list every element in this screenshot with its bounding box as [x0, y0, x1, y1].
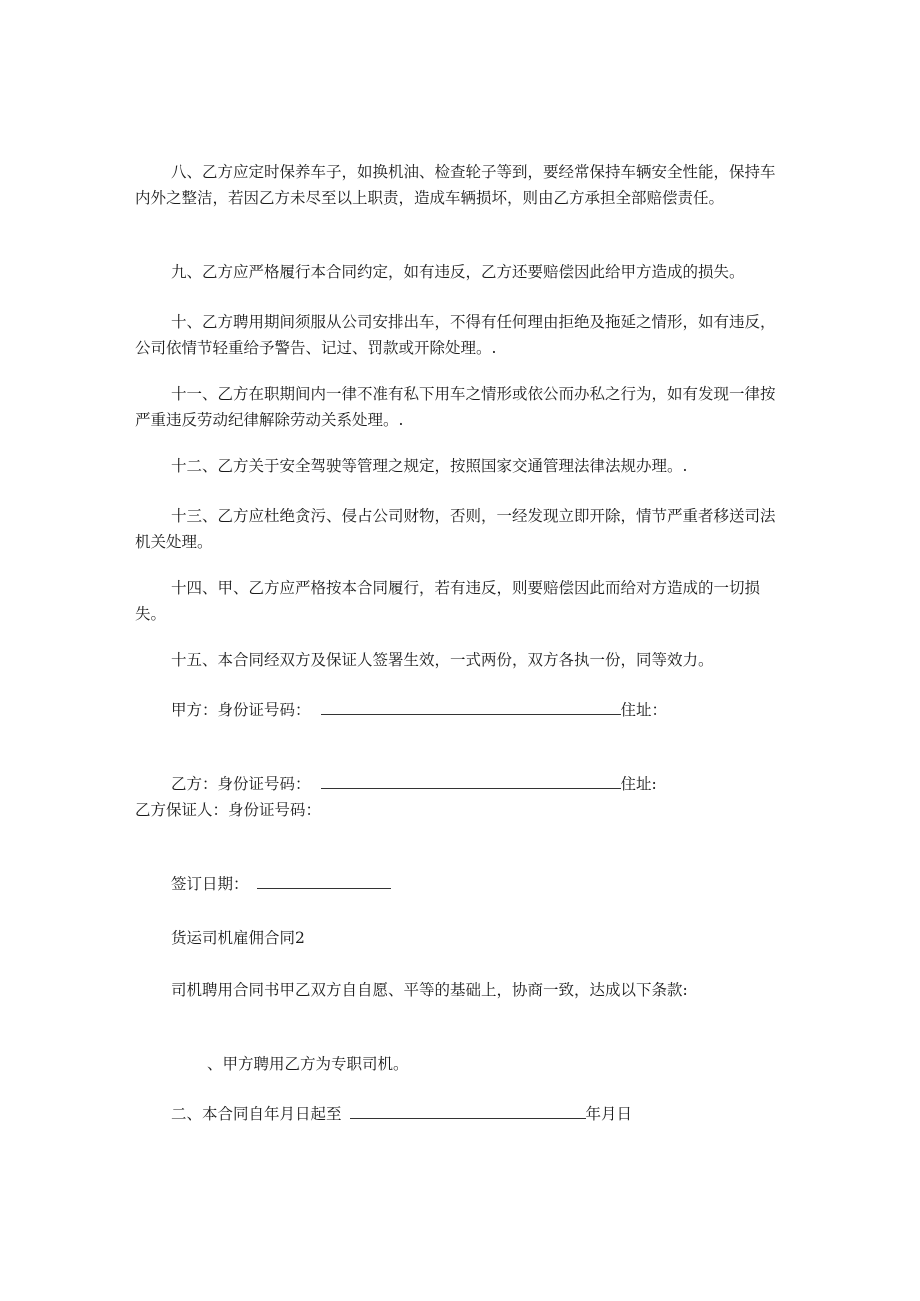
- signing-date-field[interactable]: [257, 874, 391, 889]
- contract2-intro: 司机聘用合同书甲乙双方自自愿、平等的基础上，协商一致，达成以下条款:: [171, 981, 688, 999]
- guarantor-line: [135, 797, 321, 823]
- party-a-label: 甲方：身份证号码：: [171, 701, 311, 719]
- contract2-item-2: [171, 1101, 632, 1127]
- clause-9: 九、乙方应严格履行本合同约定，如有违反，乙方还要赔偿因此给甲方造成的损失。: [171, 263, 745, 281]
- clause-15: 十五、本合同经双方及保证人签署生效，一式两份，双方各执一份，同等效力。: [171, 651, 714, 669]
- party-a-address-label: 住址：: [620, 701, 668, 719]
- clause-13: 十三、乙方应杜绝贪污、侵占公司财物，否则，一经发现立即开除，情节严重者移送司法机关处理。: [135, 507, 776, 551]
- party-a-line: [171, 697, 667, 723]
- contract2-item-2-prefix: 二、本合同自年月日起至: [171, 1105, 342, 1123]
- clause-10: 十、乙方聘用期间须服从公司安排出车，不得有任何理由拒绝及拖延之情形，如有违反，公司依情节轻重给予警告、记过、罚款或开除处理。.: [135, 313, 776, 357]
- clause-14: 十四、甲、乙方应严格按本合同履行，若有违反，则要赔偿因此而给对方造成的一切损失。: [135, 579, 761, 623]
- contract2-item-1: 、甲方聘用乙方为专职司机。: [207, 1055, 409, 1073]
- party-b-label: 乙方：身份证号码：: [171, 775, 311, 793]
- signing-date-line: [171, 871, 391, 897]
- party-b-id-field[interactable]: [321, 774, 621, 789]
- party-a-id-field[interactable]: [321, 700, 621, 715]
- party-b-address-label: 住址:: [620, 775, 657, 793]
- clause-8: 八、乙方应定时保养车子，如换机油、检查轮子等到，要经常保持车辆安全性能，保持车内外之整洁，若因乙方未尽至以上职责，造成车辆损坏，则由乙方承担全部赔偿责任。: [135, 163, 776, 207]
- guarantor-label: 乙方保证人：身份证号码：: [135, 801, 322, 819]
- signing-date-label: 签订日期：: [171, 875, 249, 893]
- clause-11: 十一、乙方在职期间内一律不准有私下用车之情形或依公而办私之行为，如有发现一律按严重违反劳动纪律解除劳动关系处理。.: [135, 385, 776, 429]
- clause-12: 十二、乙方关于安全驾驶等管理之规定，按照国家交通管理法律法规办理。.: [171, 457, 688, 475]
- contract2-item-2-suffix: 年月日: [585, 1105, 633, 1123]
- contract2-title: 货运司机雇佣合同2: [171, 929, 305, 947]
- contract-end-date-field[interactable]: [350, 1104, 586, 1119]
- party-b-line: [171, 771, 657, 797]
